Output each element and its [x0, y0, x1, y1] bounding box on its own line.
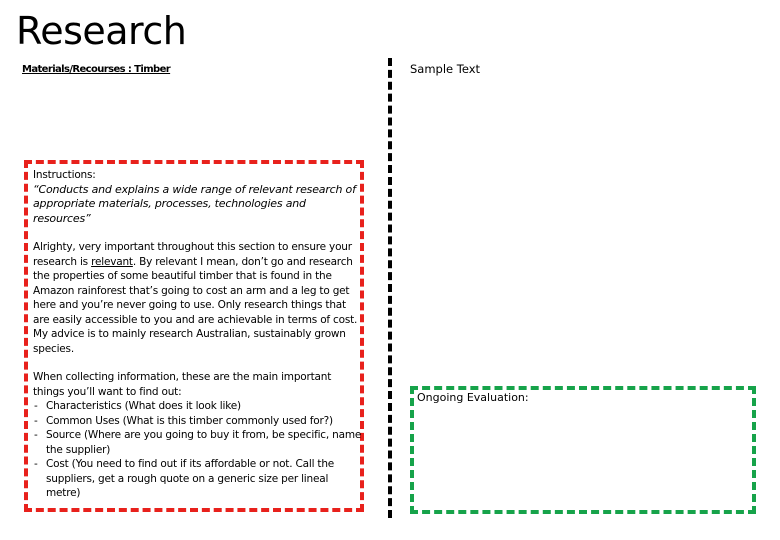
instructions-paragraph-2: When collecting information, these are the main important things you’ll want to find out:	[33, 371, 332, 398]
instructions-paragraph-1	[33, 240, 363, 356]
instructions-heading: Instructions:	[33, 169, 96, 181]
bullet-characteristics: - Characteristics (What does it look like)	[33, 399, 363, 414]
instructions-quote: “Conducts and explains a wide range of relevant research of appropriate materials, processes, technologies and resources”	[33, 182, 356, 225]
bullet-cost: - Cost (You need to find out if its affordable or not. Call the suppliers, get a rough quote on a generic size per lineal metre)	[33, 457, 363, 501]
instructions-bullet-list	[33, 399, 363, 501]
bullet-common-uses: - Common Uses (What is this timber commonly used for?)	[33, 414, 363, 429]
ongoing-evaluation-label: Ongoing Evaluation:	[417, 391, 529, 404]
paragraph-1-start: Alrighty, very important throughout this section to ensure your research is	[33, 241, 352, 268]
bullet-source: - Source (Where are you going to buy it from, be specific, name the supplier)	[33, 428, 363, 457]
ongoing-evaluation-box[interactable]	[410, 386, 756, 514]
paragraph-1-end: . By relevant I mean, don’t go and research the properties of some beautiful timber that is found in the Amazon rainforest that’s going to cost an arm and a leg to get here and you’re never going to use. Only research things that are easily accessible to you and are achievable in terms of cost. My advice is to mainly research Australian, sustainably grown species.	[33, 255, 358, 355]
column-divider	[388, 58, 392, 518]
instructions-text	[33, 168, 363, 501]
sample-text: Sample Text	[410, 62, 481, 76]
page-subtitle: Materials/Recourses : Timber	[22, 64, 171, 75]
relevant-underlined: relevant	[91, 255, 133, 268]
page-title: Research	[16, 9, 187, 53]
